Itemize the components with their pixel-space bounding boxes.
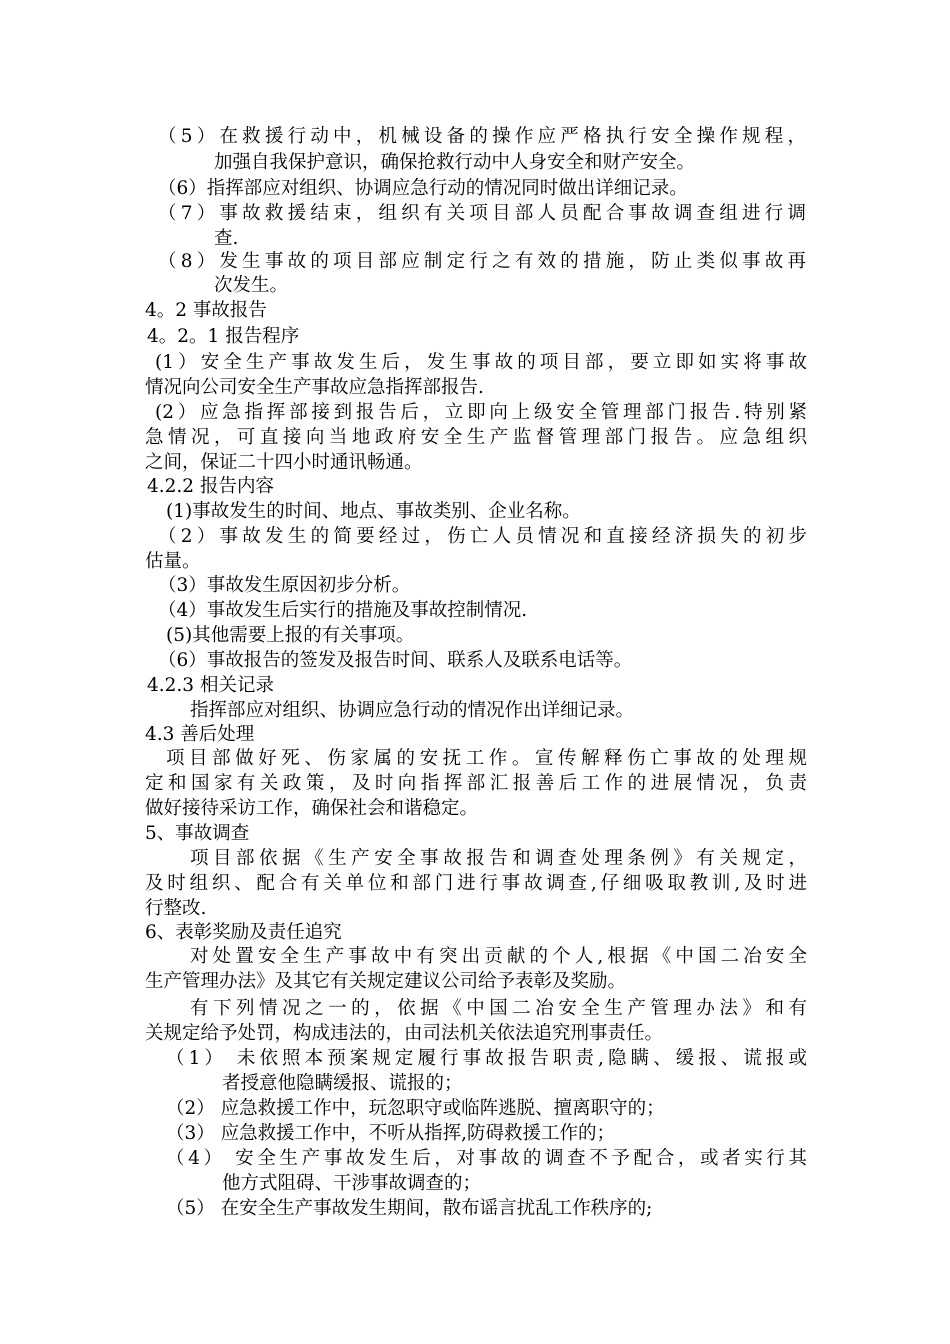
text-line: (2）应急指挥部接到报告后，立即向上级安全管理部门报告.特别紧 [155, 402, 807, 423]
text-line: 之间，保证二十四小时通讯畅通。 [145, 452, 423, 473]
text-line: （7）事故救援结束，组织有关项目部人员配合事故调查组进行调 [158, 203, 806, 224]
subsection-heading: 4.2.3 相关记录 [147, 675, 274, 696]
text-line: （5）在救援行动中，机械设备的操作应严格执行安全操作规程， [158, 126, 806, 147]
text-line: （5） 在安全生产事故发生期间，散布谣言扰乱工作秩序的; [166, 1198, 653, 1219]
text-line: 项目部做好死、伤家属的安抚工作。宣传解释伤亡事故的处理规 [166, 748, 807, 769]
text-line: 做好接待采访工作，确保社会和谐稳定。 [145, 798, 479, 819]
text-line: 定和国家有关政策，及时向指挥部汇报善后工作的进展情况，负责 [145, 773, 807, 794]
text-line: （2）事故发生的简要经过，伤亡人员情况和直接经济损失的初步 [158, 526, 807, 547]
text-line: (1)事故发生的时间、地点、事故类别、企业名称。 [166, 501, 581, 522]
section-heading: 5、事故调查 [145, 823, 250, 844]
text-line: 急情况，可直接向当地政府安全生产监督管理部门报告。应急组织 [145, 427, 807, 448]
text-line: 项目部依据《生产安全事故报告和调查处理条例》有关规定， [190, 848, 807, 869]
section-heading: 4。2 事故报告 [145, 300, 267, 321]
text-line: （6）事故报告的签发及报告时间、联系人及联系电话等。 [158, 650, 633, 671]
text-line: 对处置安全生产事故中有突出贡献的个人,根据《中国二冶安全 [190, 946, 807, 967]
subsection-heading: 4.2.2 报告内容 [147, 476, 274, 497]
section-heading: 6、表彰奖励及责任追究 [145, 922, 342, 943]
text-line: （8）发生事故的项目部应制定行之有效的措施，防止类似事故再 [158, 251, 806, 272]
text-line: 及时组织、配合有关单位和部门进行事故调查,仔细吸取教训,及时进 [145, 873, 807, 894]
section-heading: 4.3 善后处理 [145, 724, 255, 745]
text-line: (5)其他需要上报的有关事项。 [166, 625, 415, 646]
text-line: 他方式阻碍、干涉事故调查的； [222, 1173, 482, 1194]
text-line: （3）事故发生原因初步分析。 [158, 575, 411, 596]
text-line: 估量。 [145, 551, 201, 572]
text-line: （3） 应急救援工作中，不听从指挥,防碍救援工作的； [166, 1123, 616, 1144]
text-line: （4） 安全生产事故发生后，对事故的调查不予配合，或者实行其 [166, 1148, 807, 1169]
text-line: （1） 未依照本预案规定履行事故报告职责,隐瞒、缓报、谎报或 [166, 1048, 807, 1069]
text-line: 指挥部应对组织、协调应急行动的情况作出详细记录。 [190, 700, 635, 721]
text-line: （2） 应急救援工作中，玩忽职守或临阵逃脱、擅离职守的； [166, 1098, 665, 1119]
text-line: 次发生。 [214, 275, 289, 296]
text-line: (1）安全生产事故发生后，发生事故的项目部，要立即如实将事故 [155, 352, 807, 373]
text-line: （6）指挥部应对组织、协调应急行动的情况同时做出详细记录。 [158, 178, 688, 199]
text-line: 生产管理办法》及其它有关规定建议公司给予表彰及奖励。 [145, 971, 627, 992]
text-line: 有下列情况之一的，依据《中国二冶安全生产管理办法》和有 [190, 998, 807, 1019]
text-line: 行整改. [145, 898, 207, 919]
text-line: 情况向公司安全生产事故应急指挥部报告. [145, 377, 484, 398]
text-line: （4）事故发生后实行的措施及事故控制情况. [158, 600, 528, 621]
subsection-heading: 4。2。1 报告程序 [147, 326, 300, 347]
text-line: 关规定给予处罚，构成违法的，由司法机关依法追究刑事责任。 [145, 1023, 664, 1044]
text-line: 查. [214, 228, 239, 249]
text-line: 加强自我保护意识，确保抢救行动中人身安全和财产安全。 [214, 152, 696, 173]
text-line: 者授意他隐瞒缓报、谎报的； [222, 1073, 463, 1094]
